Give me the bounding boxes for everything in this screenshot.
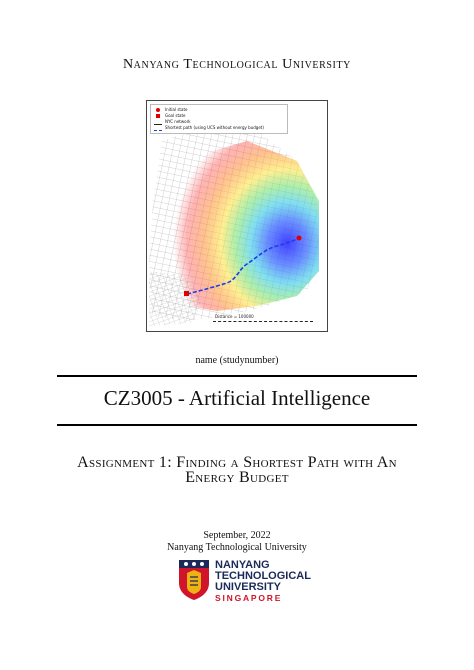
institution-name: Nanyang Technological University — [167, 542, 307, 553]
submission-date: September, 2022 — [203, 530, 271, 541]
footer-block — [0, 530, 474, 554]
bottom-rule — [57, 424, 417, 426]
logo-singapore: SINGAPORE — [215, 593, 283, 603]
map-heat-overlay — [167, 141, 319, 311]
legend-item-path — [154, 125, 284, 131]
network-map-figure — [146, 100, 328, 332]
legend-label: Shortest path (using UCS without energy budget) — [165, 125, 264, 130]
goal-state-icon — [156, 114, 160, 118]
goal-state-marker — [184, 291, 189, 296]
dashed-path-icon — [154, 130, 162, 131]
network-line-icon — [154, 124, 162, 125]
logo-line-2: TECHNOLOGICAL — [215, 570, 311, 582]
ntu-logo — [178, 559, 311, 605]
top-rule — [57, 375, 417, 377]
logo-line-3: UNIVERSITY — [215, 581, 282, 593]
ntu-crest-icon — [178, 559, 210, 601]
assignment-title: Assignment 1: Finding a Shortest Path with An Energy Budget — [77, 454, 397, 486]
logo-wordmark — [215, 560, 311, 593]
university-header: Nanyang Technological University — [122, 57, 352, 72]
map-legend — [150, 104, 288, 134]
legend-label: Initial state — [165, 107, 188, 112]
author-name: name (studynumber) — [195, 355, 279, 366]
legend-label: NYC network — [165, 119, 191, 124]
initial-state-marker — [297, 236, 302, 241]
course-title: CZ3005 - Artificial Intelligence — [103, 386, 371, 410]
logo-line-1: NANYANG — [215, 559, 270, 571]
network-map — [147, 101, 327, 331]
legend-label: Goal state — [165, 113, 186, 118]
distance-label: Distance = 100000 — [215, 314, 254, 319]
initial-state-icon — [156, 108, 160, 112]
distance-scalebar — [213, 321, 313, 322]
